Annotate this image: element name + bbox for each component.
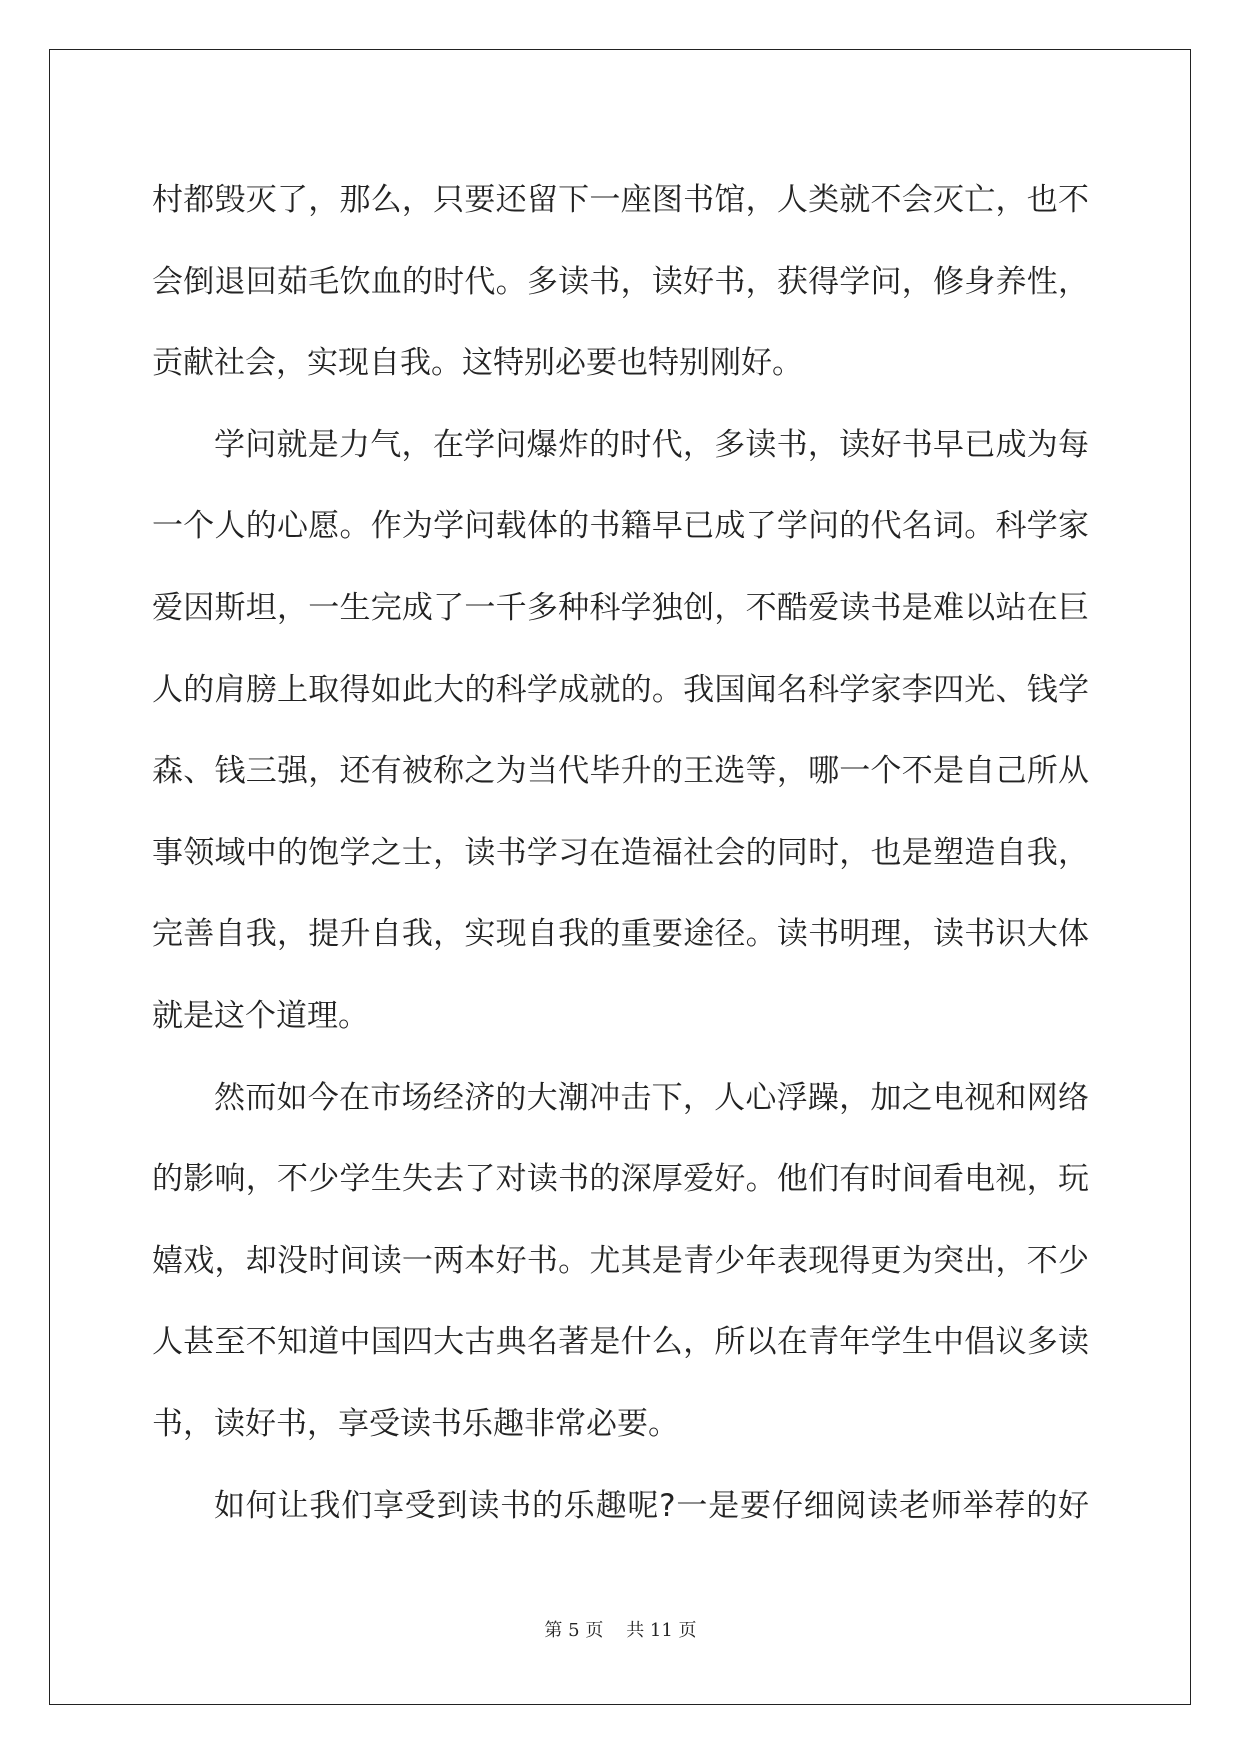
text-line: 贡献社会，实现自我。这特别必要也特别刚好。 — [152, 345, 803, 382]
text-line: 人甚至不知道中国四大古典名著是什么，所以在青年学生中倡议多读 — [152, 1324, 1089, 1361]
paragraph-first-line: 如何让我们享受到读书的乐趣呢?一是要仔细阅读老师举荐的好 — [214, 1487, 1089, 1524]
text-line: 村都毁灭了，那么，只要还留下一座图书馆，人类就不会灭亡，也不 — [152, 182, 1089, 218]
text-line: 爱因斯坦，一生完成了一千多种科学独创，不酷爱读书是难以站在巨 — [152, 589, 1089, 626]
text-line: 就是这个道理。 — [152, 997, 369, 1034]
text-line: 嬉戏，却没时间读一两本好书。尤其是青少年表现得更为突出，不少 — [152, 1242, 1089, 1279]
text-line: 书，读好书，享受读书乐趣非常必要。 — [152, 1405, 679, 1442]
paragraph-first-line: 学问就是力气，在学问爆炸的时代，多读书，读好书早已成为每 — [214, 426, 1089, 463]
text-line: 的影响，不少学生失去了对读书的深厚爱好。他们有时间看电视，玩 — [152, 1161, 1089, 1198]
text-line: 会倒退回茹毛饮血的时代。多读书，读好书，获得学问，修身养性， — [152, 263, 1089, 300]
text-line: 一个人的心愿。作为学问载体的书籍早已成了学问的代名词。科学家 — [152, 508, 1089, 545]
paragraph-first-line: 然而如今在市场经济的大潮冲击下，人心浮躁，加之电视和网络 — [214, 1079, 1089, 1116]
document-body — [152, 160, 1089, 1547]
text-line: 人的肩膀上取得如此大的科学成就的。我国闻名科学家李四光、钱学 — [152, 671, 1089, 708]
page-number: 第 5 页 共 11 页 — [544, 1620, 697, 1641]
text-line: 完善自我，提升自我，实现自我的重要途径。读书明理，读书识大体 — [152, 916, 1089, 953]
text-line: 事领域中的饱学之士，读书学习在造福社会的同时，也是塑造自我， — [152, 834, 1089, 871]
text-line: 森、钱三强，还有被称之为当代毕升的王选等，哪一个不是自己所从 — [152, 753, 1089, 790]
page-footer — [0, 1616, 1241, 1642]
